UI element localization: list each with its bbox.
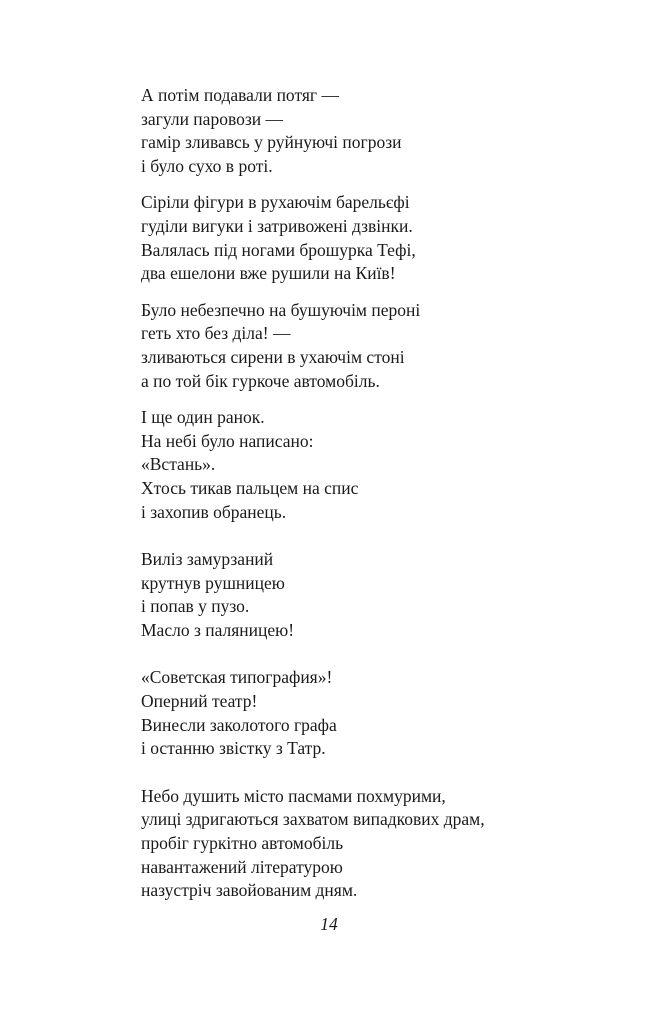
poem-line: зливаються сирени в ухаючім стоні <box>141 346 405 367</box>
poem-line: А потім подавали потяг — <box>141 85 339 105</box>
poem-line: і попав у пузо. <box>141 596 250 617</box>
stanza <box>141 299 621 393</box>
poem-line: пробіг гуркітно автомобіль <box>141 833 344 854</box>
stanza <box>141 785 621 903</box>
poem-line: І ще один ранок. <box>141 407 265 428</box>
poem-line: Оперний театр! <box>141 691 258 712</box>
poem-line: а по той бік гуркоче автомобіль. <box>141 370 380 391</box>
poem-line: загули паровози — <box>141 108 283 129</box>
stanza <box>141 406 621 524</box>
page-number: 14 <box>320 914 338 934</box>
poem-line: і захопив обранець. <box>141 501 287 522</box>
poem-line: і було сухо в роті. <box>141 155 273 176</box>
poem-line: улиці здригаються захватом випадкових драм, <box>141 809 485 830</box>
poem-line: Масло з паляницею! <box>141 619 295 640</box>
poem-line: «Встань». <box>141 454 216 475</box>
poem-line: крутнув рушницею <box>141 572 285 593</box>
poem-line: і останню звістку з Татр. <box>141 738 326 759</box>
stanza <box>141 548 621 642</box>
poem-line: Валялась під ногами брошурка Тефі, <box>141 239 416 260</box>
poem <box>141 84 621 916</box>
stanza <box>141 666 621 760</box>
poem-line: Винесли заколотого графа <box>141 714 337 735</box>
stanza <box>141 191 621 285</box>
poem-line: Хтось тикав пальцем на спис <box>141 477 359 498</box>
poem-line: гуділи вигуки і затривожені дзвінки. <box>141 215 413 236</box>
poem-line: Виліз замурзаний <box>141 549 274 570</box>
poem-line: геть хто без діла! — <box>141 323 291 344</box>
stanza <box>141 84 621 178</box>
poem-line: назустріч завойованим дням. <box>141 880 358 901</box>
poem-line: Сіріли фігури в рухаючім барельєфі <box>141 192 410 213</box>
poem-line: навантажений літературою <box>141 856 343 877</box>
poem-line: «Советская типография»! <box>141 667 333 688</box>
poem-line: Було небезпечно на бушуючім пероні <box>141 299 421 320</box>
poem-line: гамір зливавсь у руйнуючі погрози <box>141 132 402 153</box>
poem-line: Небо душить місто пасмами похмурими, <box>141 785 446 806</box>
poem-line: На небі було написано: <box>141 430 314 451</box>
poem-line: два ешелони вже рушили на Київ! <box>141 263 396 284</box>
